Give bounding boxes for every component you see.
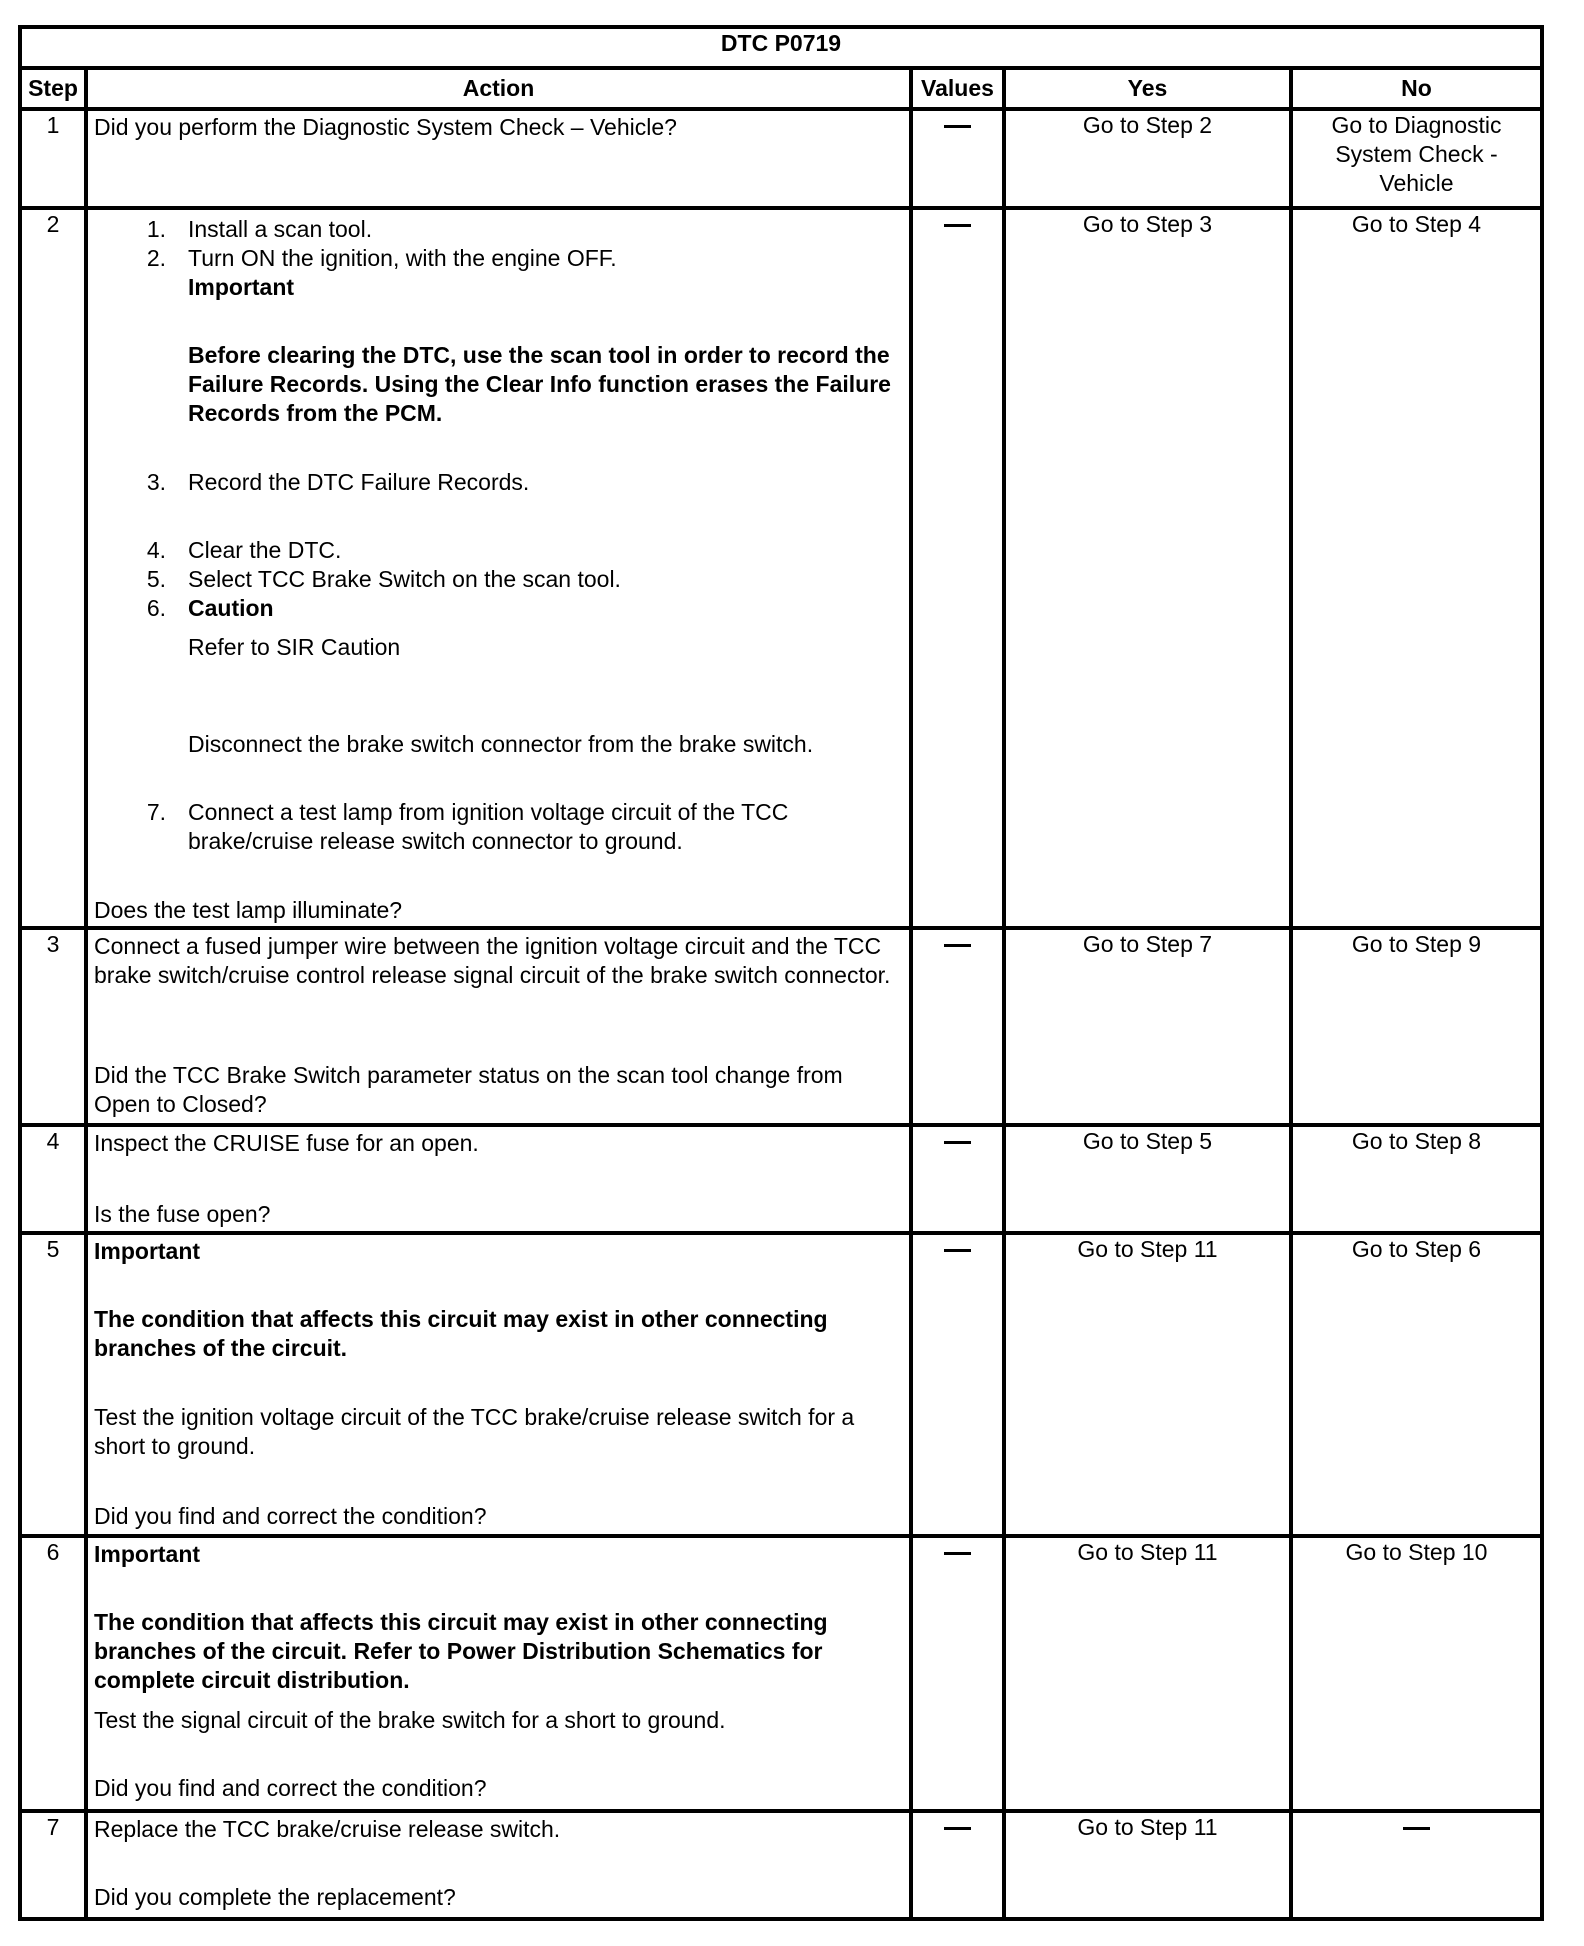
values-cell [911,1233,1004,1536]
yes-cell: Go to Step 3 [1004,208,1291,928]
step-number: 6 [20,1536,86,1811]
action-cell: 1. Install a scan tool. 2. Turn ON the ignition, with the engine OFF. Important Before clearing the DTC, use the scan tool in order to record the Failure Records. Using the Clear Info function erases the Failure Records from the PCM. 3. Record the DTC Failure Records. 4. Clear the DTC. 5. Select TCC Brake Switch on the scan tool. 6. Caution Refer to SIR Caution Disconnect the brake switch connector from the brake switch. 7. Connect a test lamp from ignition voltage circuit of the TCC brake/cruise release switch connector to ground. Does the test lamp illuminate? [86,208,911,928]
dash-mark [944,125,971,128]
action-text: Test the signal circuit of the brake switch for a short to ground. [94,1707,726,1733]
yes-cell: Go to Step 2 [1004,109,1291,208]
step-number: 2 [20,208,86,928]
yes-cell: Go to Step 5 [1004,1125,1291,1233]
values-cell [911,208,1004,928]
action-cell [86,1233,911,1536]
action-cell [86,1125,911,1233]
action-text: Replace the TCC brake/cruise release switch. [94,1816,561,1842]
step-number: 1 [20,109,86,208]
table-row-step-6 [20,1536,1542,1811]
question-text: Did you find and correct the condition? [94,1775,487,1801]
values-cell [911,1536,1004,1811]
caution-label: Caution [188,595,274,621]
important-label: Important [94,1541,201,1567]
values-cell [911,1125,1004,1233]
table-row-step-4 [20,1125,1542,1233]
step-number: 3 [20,928,86,1125]
no-cell: Go to Step 4 [1291,208,1542,928]
step-number: 4 [20,1125,86,1233]
important-text: The condition that affects this circuit may exist in other connecting branches of the circuit. [94,1306,828,1361]
important-text: The condition that affects this circuit may exist in other connecting branches of the circuit. Refer to Power Distribution Schematics for complete circuit distribution. [94,1609,828,1693]
dash-mark [1403,1827,1430,1830]
action-cell [86,1811,911,1919]
no-cell: Go to Step 6 [1291,1233,1542,1536]
values-cell [911,1811,1004,1919]
table-row-step-7 [20,1811,1542,1919]
header-row [20,68,1542,109]
table-row-step-5 [20,1233,1542,1536]
yes-cell: Go to Step 11 [1004,1811,1291,1919]
table-row-step-2 [20,208,1542,928]
question-text: Does the test lamp illuminate? [94,897,403,923]
no-cell: Go to Diagnostic System Check - Vehicle [1291,109,1542,208]
dash-mark [944,944,971,947]
dash-mark [944,1827,971,1830]
dash-mark [944,1552,971,1555]
no-cell: Go to Step 9 [1291,928,1542,1125]
action-text: Inspect the CRUISE fuse for an open. [94,1130,479,1156]
question-text: Did you complete the replacement? [94,1884,456,1910]
yes-cell: Go to Step 7 [1004,928,1291,1125]
action-text: Test the ignition voltage circuit of the TCC brake/cruise release switch for a short to ground. [94,1404,855,1459]
header-values: Values [911,68,1004,109]
list-item-text: Disconnect the brake switch connector from the brake switch. [188,731,814,757]
values-cell [911,109,1004,208]
dash-mark [944,1141,971,1144]
header-action: Action [86,68,911,109]
important-label: Important [188,274,295,300]
table-title: DTC P0719 [20,27,1542,68]
header-no: No [1291,68,1542,109]
step-number: 5 [20,1233,86,1536]
no-cell: Go to Step 10 [1291,1536,1542,1811]
yes-cell: Go to Step 11 [1004,1536,1291,1811]
important-text: Before clearing the DTC, use the scan tool in order to record the Failure Records. Using the Clear Info function erases the Failure Records from the PCM. [188,342,891,426]
action-text: Did you perform the Diagnostic System Check – Vehicle? [94,114,677,140]
table-row-step-3 [20,928,1542,1125]
step-number: 7 [20,1811,86,1919]
important-label: Important [94,1238,201,1264]
no-cell [1291,1811,1542,1919]
action-cell [86,928,911,1125]
no-cell: Go to Step 8 [1291,1125,1542,1233]
action-text: Connect a fused jumper wire between the ignition voltage circuit and the TCC brake switch/cruise control release signal circuit of the brake switch connector. [94,933,891,988]
header-yes: Yes [1004,68,1291,109]
action-cell [86,1536,911,1811]
question-text: Is the fuse open? [94,1201,271,1227]
action-cell [86,109,911,208]
table-row-step-1 [20,109,1542,208]
caution-text: Refer to SIR Caution [188,634,401,660]
question-text: Did the TCC Brake Switch parameter status on the scan tool change from Open to Closed? [94,1062,843,1117]
header-step: Step [20,68,86,109]
dash-mark [944,1249,971,1252]
yes-cell: Go to Step 11 [1004,1233,1291,1536]
question-text: Did you find and correct the condition? [94,1503,487,1529]
values-cell [911,928,1004,1125]
dash-mark [944,224,971,227]
dtc-table [18,25,1544,1921]
